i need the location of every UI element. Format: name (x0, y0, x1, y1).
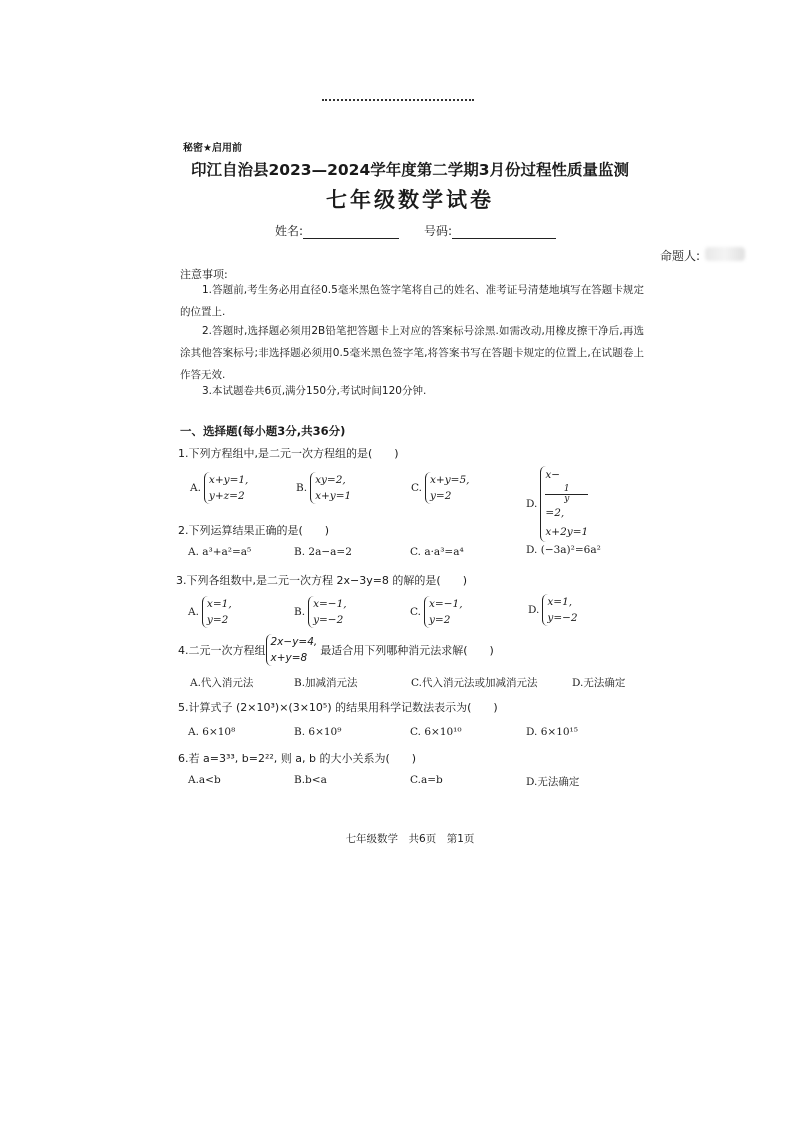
q5-option-d: D. 6×10¹⁵ (526, 726, 578, 738)
equation-system: x+y=5, y=2 (425, 472, 469, 504)
number-blank (452, 225, 556, 239)
q6-option-a: A.a<b (188, 774, 221, 786)
note-item-3: 3.本试题卷共6页,满分150分,考试时间120分钟. (202, 385, 427, 397)
equation-system: x− 1 y =2, x+2y=1 (540, 466, 588, 542)
q5-stem: 5.计算式子 (2×10³)×(3×10⁵) 的结果用科学记数法表示为( ) (178, 701, 498, 714)
fraction: 1 y (545, 485, 588, 504)
q6-stem: 6.若 a=3³³, b=2²², 则 a, b 的大小关系为( ) (178, 752, 417, 765)
q2-option-d: D. (−3a)²=6a² (526, 544, 601, 556)
equation-system: 2x−y=4, x+y=8 (266, 634, 318, 666)
name-blank (303, 225, 399, 239)
q3-option-b: B. x=−1, y=−2 (294, 598, 347, 626)
q2-option-a: A. a³+a²=a⁵ (188, 546, 252, 558)
q2-option-b: B. 2a−a=2 (294, 546, 352, 558)
q4-option-d: D.无法确定 (572, 677, 626, 689)
equation-system: xy=2, x+y=1 (310, 472, 351, 504)
section-title: 一、选择题(每小题3分,共36分) (180, 424, 346, 438)
q4-option-a: A.代入消元法 (190, 677, 254, 689)
q4-option-b: B.加减消元法 (294, 677, 358, 689)
q3-stem: 3.下列各组数中,是二元一次方程 2x−3y=8 的解的是( ) (176, 574, 468, 587)
q1-option-b: B. xy=2, x+y=1 (296, 474, 352, 502)
name-label: 姓名: (275, 224, 304, 238)
note-item-2: 2.答题时,选择题必须用2B铅笔把答题卡上对应的答案标号涂黑.如需改动,用橡皮擦干净后,再选涂其他答案标号;非选择题必须用0.5毫米黑色签字笔,将答案书写在答题卡规定的位置上,在试题卷上作答无效. (180, 325, 644, 381)
secret-label: 秘密★启用前 (183, 143, 242, 154)
q2-stem: 2.下列运算结果正确的是( ) (178, 524, 330, 537)
equation-system: x+y=1, y+z=2 (204, 472, 248, 504)
exam-title: 七年级数学试卷 (326, 188, 494, 212)
q1-option-a: A. x+y=1, y+z=2 (190, 474, 249, 502)
q3-option-a: A. x=1, y=2 (188, 598, 232, 626)
name-field (275, 222, 399, 239)
number-field (424, 222, 556, 239)
q6-option-b: B.b<a (294, 774, 327, 786)
q1-stem: 1.下列方程组中,是二元一次方程组的是( ) (178, 447, 399, 460)
exam-header: 印江自治县2023—2024学年度第二学期3月份过程性质量监测 (190, 161, 630, 179)
equation-system: x=1, y=−2 (542, 594, 577, 626)
q3-option-d: D. x=1, y=−2 (528, 596, 578, 624)
q4-stem: 4.二元一次方程组 2x−y=4, x+y=8 最适合用下列哪种消元法求解( ) (178, 636, 494, 664)
q4-option-c: C.代入消元法或加减消元法 (411, 677, 538, 689)
q1-option-c: C. x+y=5, y=2 (411, 474, 470, 502)
q5-option-b: B. 6×10⁹ (294, 726, 342, 738)
author-label: 命题人: (660, 249, 701, 263)
q5-option-a: A. 6×10⁸ (188, 726, 236, 738)
q3-option-c: C. x=−1, y=2 (410, 598, 463, 626)
equation-system: x=−1, y=2 (424, 596, 463, 628)
q6-option-d: D.无法确定 (526, 776, 580, 788)
page-footer: 七年级数学 共6页 第1页 (345, 833, 475, 845)
equation-system: x=1, y=2 (202, 596, 232, 628)
q1-option-d: D. x− 1 y =2, x+2y=1 (526, 466, 588, 542)
q2-option-c: C. a·a³=a⁴ (410, 546, 464, 558)
q5-option-c: C. 6×10¹⁰ (410, 726, 462, 738)
redacted-name (705, 247, 745, 261)
q6-option-c: C.a=b (410, 774, 443, 786)
number-label: 号码: (424, 224, 453, 238)
equation-system: x=−1, y=−2 (308, 596, 347, 628)
note-item-1: 1.答题前,考生务必用直径0.5毫米黑色签字笔将自己的姓名、准考证号清楚地填写在答题卡规定的位置上. (180, 284, 644, 318)
notes-heading: 注意事项: (180, 268, 228, 281)
top-dotted-line (322, 99, 474, 101)
